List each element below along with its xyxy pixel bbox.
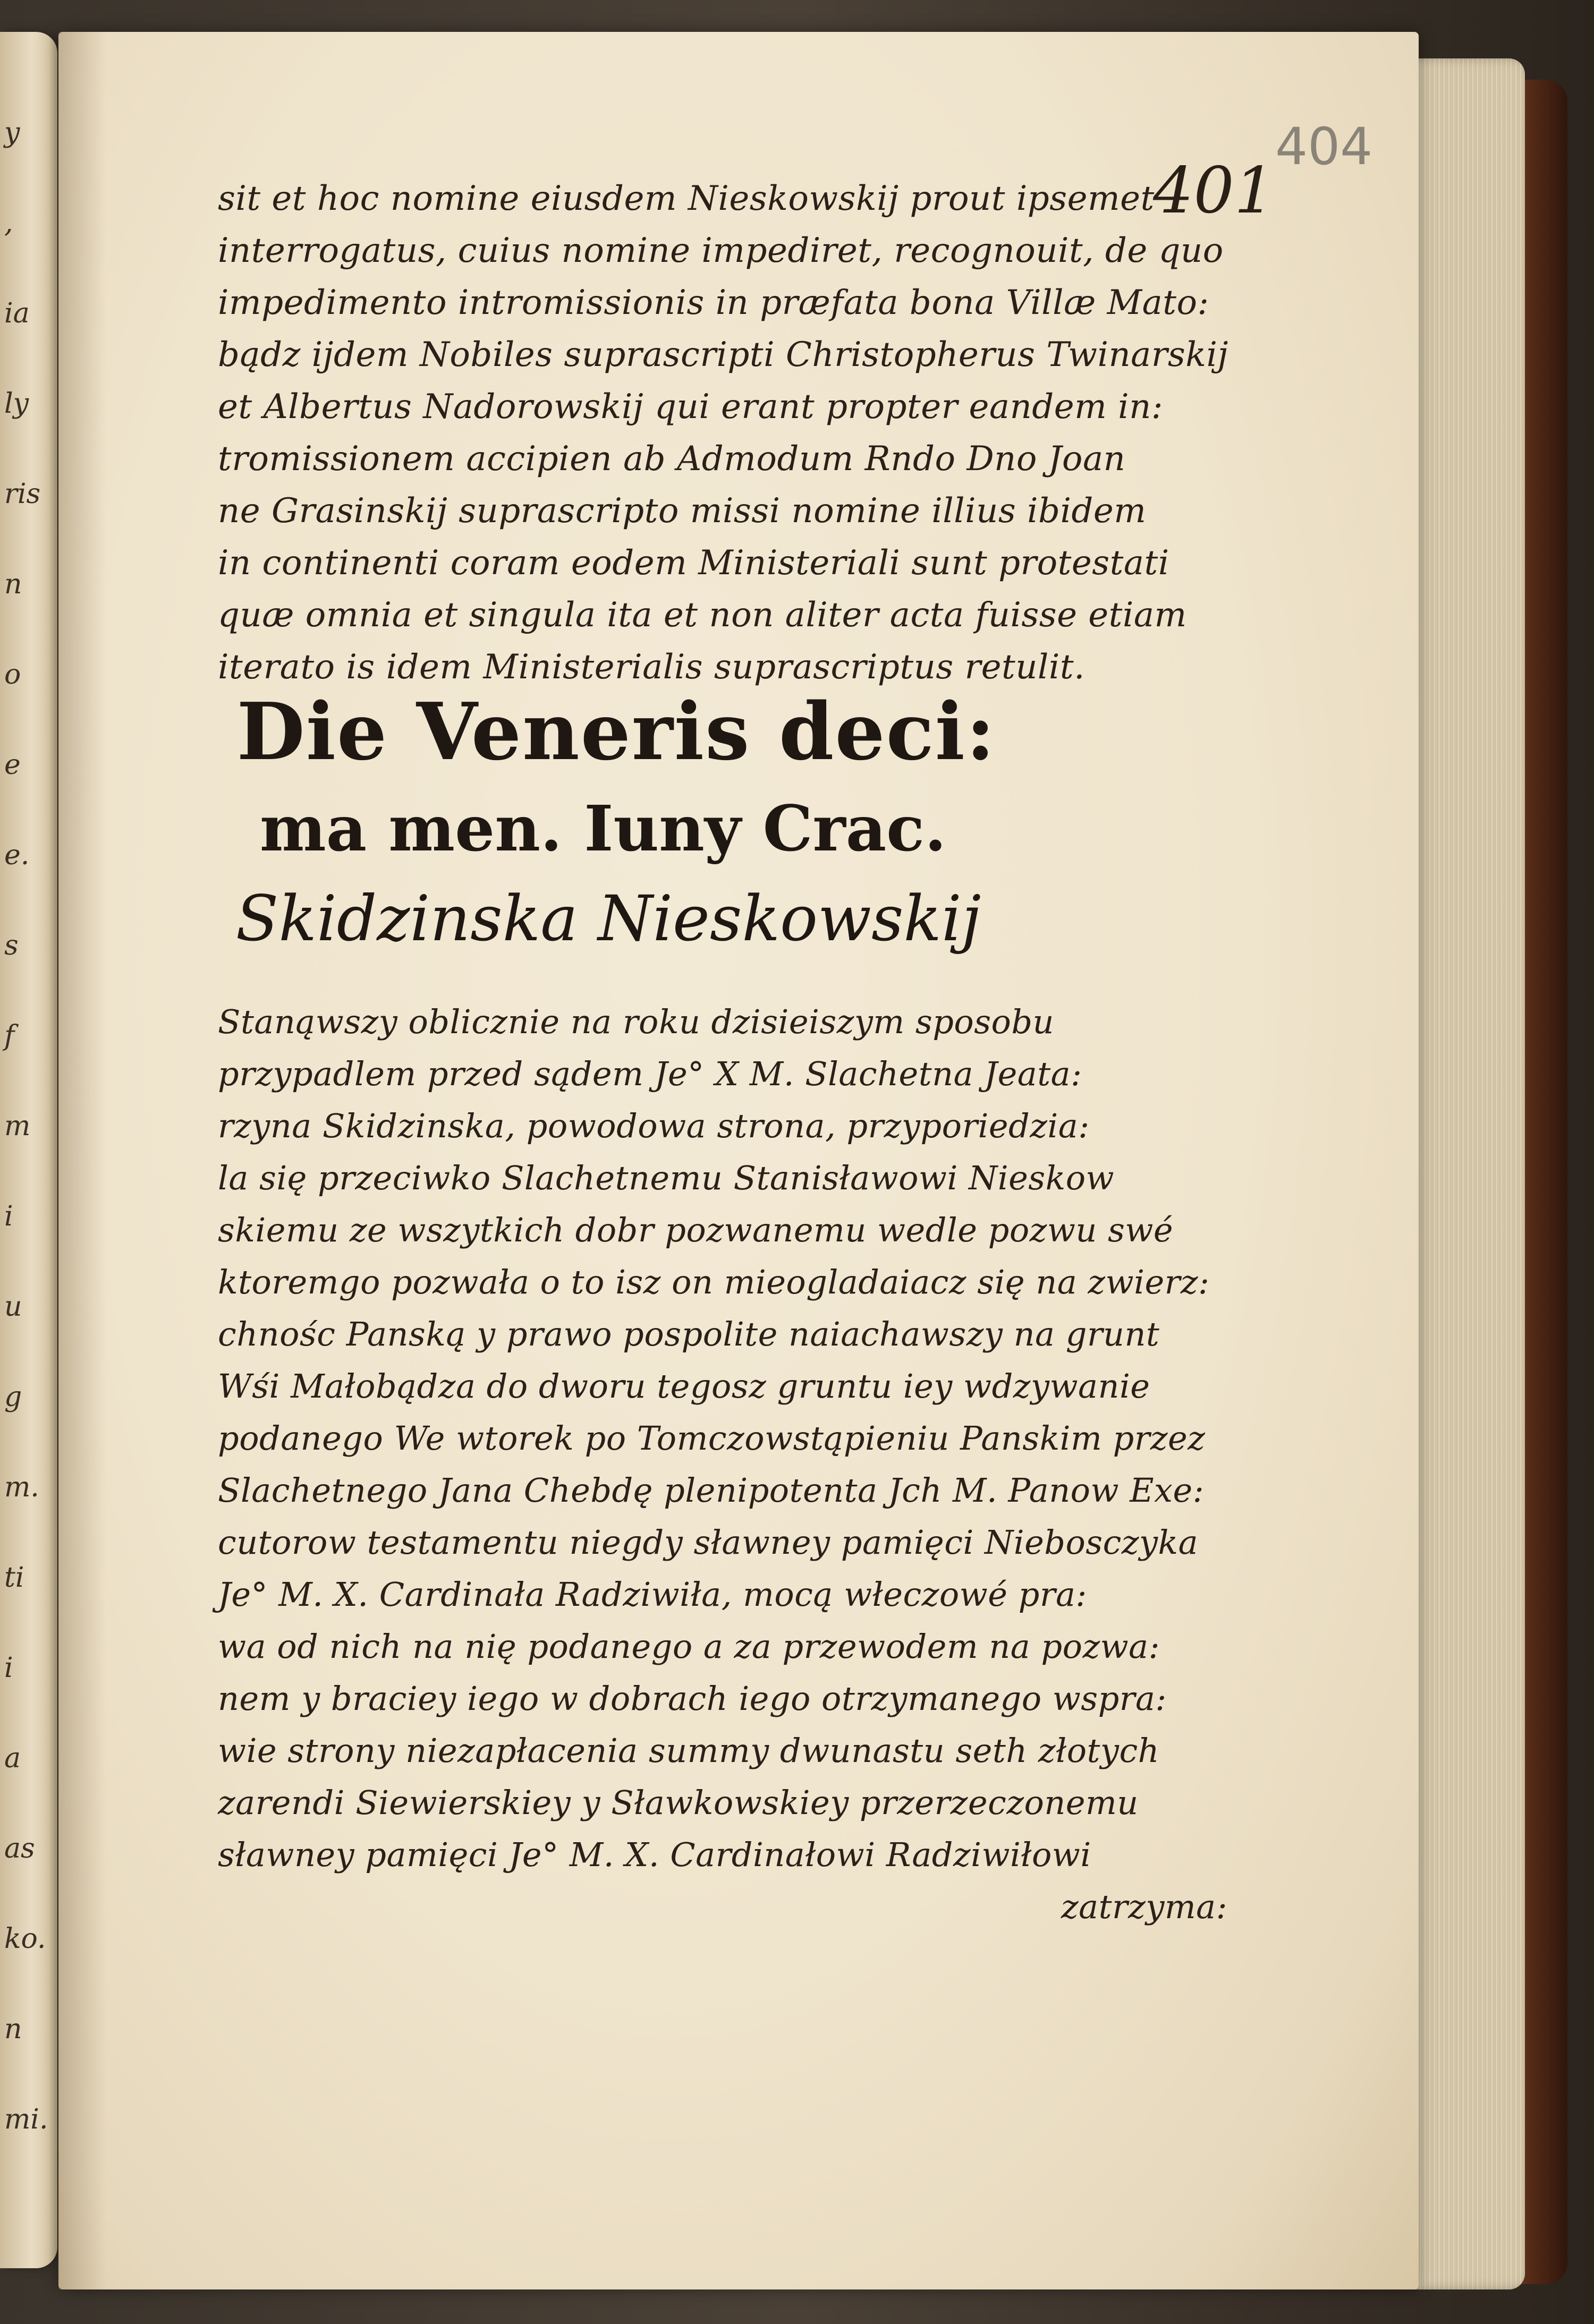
- left-margin-fragment: i: [4, 1652, 13, 1684]
- text-line: wa od nich na nię podanego a za przewodem na pozwa:: [218, 1627, 1160, 1666]
- text-line: iterato is idem Ministerialis suprascriptus retulit.: [218, 648, 1085, 687]
- catchword: zatrzyma:: [1061, 1887, 1227, 1926]
- left-margin-fragment: ris: [4, 478, 41, 510]
- left-margin-fragment: ,: [4, 207, 13, 239]
- left-margin-fragment: ia: [4, 297, 30, 329]
- left-margin-fragment: ti: [4, 1562, 24, 1594]
- text-line: interrogatus, cuius nomine impediret, recognouit, de quo: [218, 231, 1224, 270]
- left-margin-fragment: s: [4, 930, 19, 961]
- polish-entry: [218, 996, 1238, 1933]
- left-margin-fragment: e: [4, 749, 21, 781]
- text-line: wie strony niezapłacenia summy dwunastu seth złotych: [218, 1731, 1160, 1770]
- text-line: la się przeciwko Slachetnemu Stanisławowi Nieskow: [218, 1159, 1115, 1197]
- text-line: Slachetnego Jana Chebdę plenipotenta Jch Μ. Panow Exe:: [218, 1471, 1205, 1510]
- text-line: Je° Μ. X. Cardinała Radziwiła, mocą włeczowé pra:: [218, 1575, 1087, 1614]
- text-line: skiemu ze wszytkich dobr pozwanemu wedle pozwu swé: [218, 1211, 1174, 1249]
- left-margin-fragment: ly: [4, 388, 29, 420]
- text-line: impedimento intromissionis in præfata bona Villæ Mato:: [218, 283, 1209, 322]
- left-margin-fragment: y: [4, 117, 20, 149]
- text-line: et Albertus Nadorowskij qui erant propter eandem in:: [218, 387, 1163, 427]
- text-line: ktoremgo pozwała o to isz on mieogladaiacz się na zwierz:: [218, 1263, 1210, 1301]
- text-line: quæ omnia et singula ita et non aliter acta fuisse etiam: [218, 595, 1187, 635]
- date-heading-line2: ma men. Iuny Crac.: [259, 791, 947, 865]
- left-margin-fragment: f: [4, 1020, 15, 1052]
- manuscript-page: [58, 32, 1419, 2289]
- text-line: sławney pamięci Je° Μ. X. Cardinałowi Radziwiłowi: [218, 1835, 1091, 1874]
- left-margin-fragment: ko.: [4, 1923, 46, 1955]
- text-line: przypadlem przed sądem Je° X Μ. Slachetna Jeata:: [218, 1054, 1082, 1093]
- text-line: bądz ijdem Nobiles suprascripti Christopherus Twinarskij: [218, 335, 1228, 374]
- text-line: rzyna Skidzinska, powodowa strona, przyporiedzia:: [218, 1106, 1090, 1145]
- text-line: cutorow testamentu niegdy sławney pamięci Niebosczyka: [218, 1523, 1199, 1562]
- page-fore-edge: [1403, 58, 1525, 2289]
- left-margin-fragment: i: [4, 1201, 13, 1232]
- left-margin-fragment: e.: [4, 839, 30, 871]
- left-margin-fragment: m.: [4, 1471, 39, 1503]
- text-line: podanego We wtorek po Tomczowstąpieniu Panskim przez: [218, 1419, 1206, 1458]
- left-margin-fragment: as: [4, 1833, 35, 1865]
- left-margin-fragment: o: [4, 659, 21, 691]
- text-line: sit et hoc nomine eiusdem Nieskowskij prout ipsemet: [218, 179, 1155, 218]
- parties-heading: Skidzinska Nieskowskij: [235, 882, 981, 955]
- left-margin-fragment: g: [4, 1381, 22, 1413]
- left-margin-fragment: m: [4, 1110, 31, 1142]
- folio-number-pencil: 404: [1275, 117, 1373, 176]
- text-line: nem y braciey iego w dobrach iego otrzymanego wspra:: [218, 1679, 1167, 1718]
- text-line: Stanąwszy oblicznie na roku dzisieiszym sposobu: [218, 1002, 1054, 1041]
- latin-entry: [218, 173, 1238, 693]
- text-line: zarendi Siewierskiey y Sławkowskiey przerzeczonemu: [218, 1783, 1139, 1822]
- text-line: chnośc Panską y prawo pospolite naiachawszy na grunt: [218, 1315, 1160, 1353]
- folio-number-ink: 401: [1153, 154, 1275, 228]
- left-margin-fragment: n: [4, 568, 22, 600]
- left-margin-fragment: a: [4, 1742, 21, 1774]
- text-line: ne Grasinskij suprascripto missi nomine illius ibidem: [218, 491, 1147, 531]
- left-margin-fragment: n: [4, 2013, 22, 2045]
- text-line: Wśi Małobądza do dworu tegosz gruntu iey wdzywanie: [218, 1367, 1150, 1406]
- left-facing-page: [0, 32, 57, 2268]
- left-margin-fragment: mi.: [4, 2104, 48, 2135]
- text-line: tromissionem accipien ab Admodum Rndo Dno Joan: [218, 439, 1126, 479]
- date-heading-line1: Die Veneris deci:: [236, 685, 996, 778]
- left-margin-fragment: u: [4, 1291, 22, 1323]
- text-line: in continenti coram eodem Ministeriali sunt protestati: [218, 543, 1169, 583]
